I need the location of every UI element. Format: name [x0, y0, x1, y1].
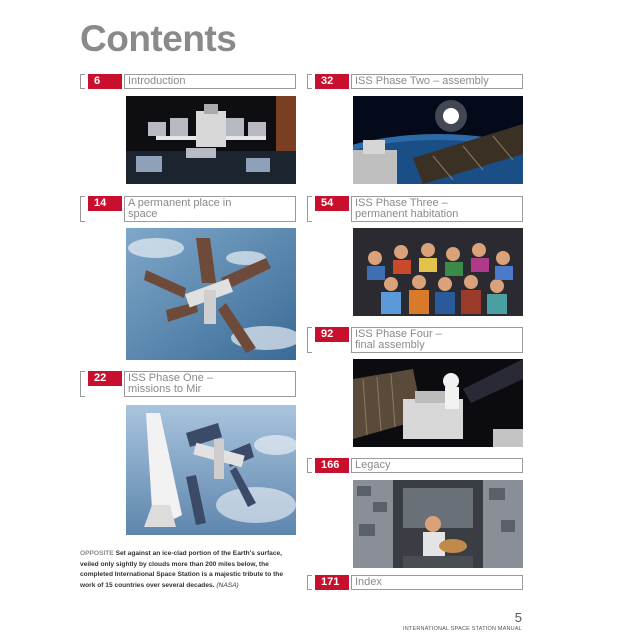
entry-label	[351, 458, 523, 473]
contents-entry-permanent-place[interactable]	[80, 196, 296, 360]
entry-page-number: 166	[315, 458, 349, 473]
entry-photo-iss-orbit	[126, 96, 296, 184]
entry-label-line2: permanent habitation	[355, 208, 459, 220]
entry-header	[80, 371, 296, 397]
entry-header	[80, 74, 296, 89]
contents-entry-phase-one[interactable]	[80, 371, 296, 535]
entry-header	[307, 327, 523, 353]
entry-tick	[307, 458, 312, 473]
entry-page-number: 32	[315, 74, 349, 89]
entry-label-line1: Index	[355, 576, 382, 588]
entry-label	[351, 575, 523, 590]
entry-photo-crew-group	[353, 228, 523, 316]
page-number: 5	[514, 610, 522, 625]
entry-label-line2: missions to Mir	[128, 383, 202, 395]
entry-label-line1: ISS Phase Four –	[355, 328, 442, 340]
entry-tick	[307, 196, 312, 222]
entry-label-line2: final assembly	[355, 339, 425, 351]
entry-label-line1: ISS Phase Three –	[355, 197, 448, 209]
entry-photo-spacewalk	[353, 359, 523, 447]
contents-entry-phase-four[interactable]	[307, 327, 523, 447]
entry-page-number: 22	[88, 371, 122, 386]
entry-header	[307, 196, 523, 222]
caption-text: Set against an ice-clad portion of the Earth's surface, veiled only sightly by clouds more than 200 miles below, the completed International Space Station is a majestic tribute to the work of 15 countries over several decades.	[80, 550, 283, 589]
entry-tick	[307, 74, 312, 89]
contents-entry-introduction[interactable]	[80, 74, 296, 185]
running-footer: INTERNATIONAL SPACE STATION MANUAL	[403, 626, 522, 632]
entry-tick	[307, 575, 312, 590]
entry-header	[80, 196, 296, 222]
entry-header	[307, 458, 523, 473]
contents-entry-phase-two[interactable]	[307, 74, 523, 185]
photo-caption	[80, 549, 292, 591]
entry-label	[351, 196, 523, 222]
entry-label	[351, 74, 523, 89]
entry-label-line1: Legacy	[355, 459, 391, 471]
entry-label-line1: ISS Phase One –	[128, 372, 213, 384]
entry-page-number: 54	[315, 196, 349, 211]
entry-label-line2: space	[128, 208, 158, 220]
entry-tick	[80, 196, 85, 222]
contents-entry-phase-three[interactable]	[307, 196, 523, 316]
entry-page-number: 92	[315, 327, 349, 342]
entry-label	[124, 74, 296, 89]
entry-photo-earth-horizon	[353, 96, 523, 184]
caption-credit: (NASA)	[216, 581, 239, 589]
entry-header	[307, 74, 523, 89]
entry-label	[124, 371, 296, 397]
entry-page-number: 171	[315, 575, 349, 590]
entry-label	[124, 196, 296, 222]
entry-tick	[80, 371, 85, 397]
entry-tick	[80, 74, 85, 89]
entry-header	[307, 575, 523, 590]
page-title: Contents	[80, 18, 237, 59]
entry-photo-mir-station	[126, 228, 296, 360]
entry-tick	[307, 327, 312, 353]
contents-entry-legacy[interactable]	[307, 458, 523, 569]
caption-lead: OPPOSITE	[80, 550, 114, 557]
entry-label-line1: ISS Phase Two – assembly	[355, 75, 489, 87]
entry-page-number: 14	[88, 196, 122, 211]
entry-label	[351, 327, 523, 353]
contents-entry-index[interactable]	[307, 575, 523, 590]
entry-label-line1: A permanent place in	[128, 197, 232, 209]
entry-photo-station-interior	[353, 480, 523, 568]
entry-photo-shuttle-mir	[126, 405, 296, 535]
entry-page-number: 6	[88, 74, 122, 89]
entry-label-line1: Introduction	[128, 75, 186, 87]
